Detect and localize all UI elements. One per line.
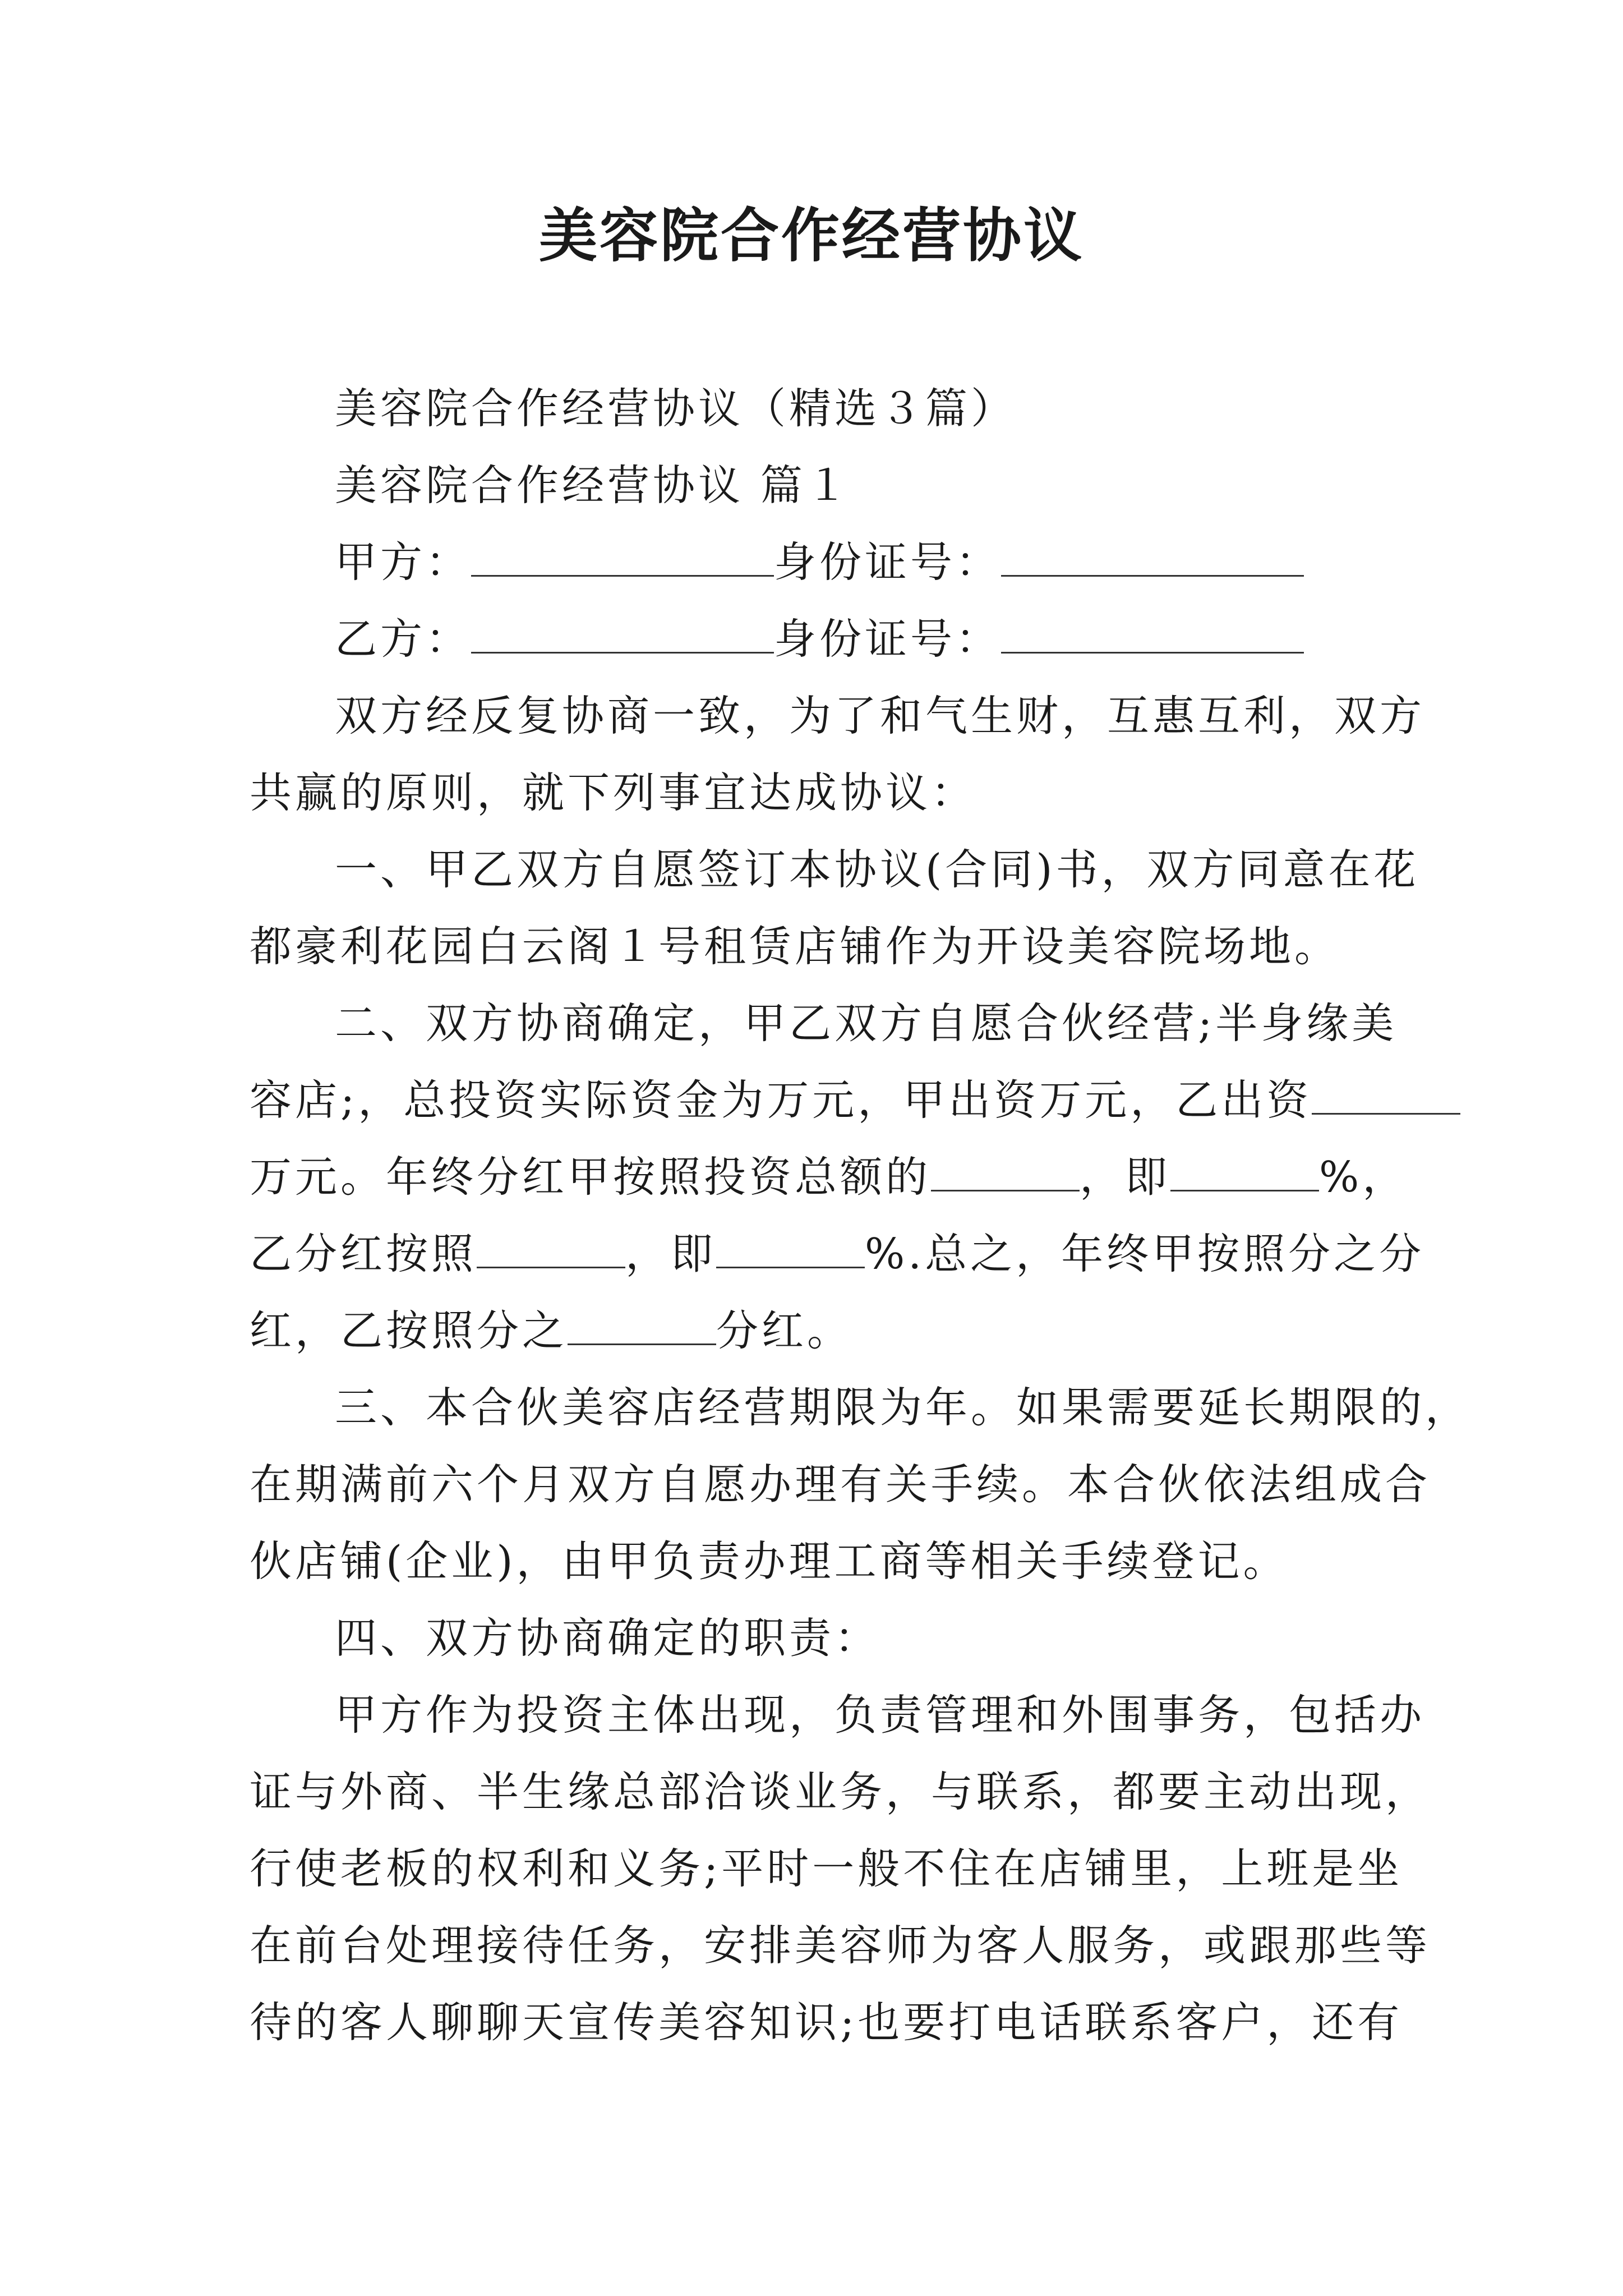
clause2-line-2-text: 容店;，总投资实际资金为万元，甲出资万元，乙出资 [250,1075,1312,1125]
party-a-id-blank [1001,540,1304,577]
dividend-b-basis-blank [477,1232,625,1268]
clause2-line-1: 二、双方协商确定，甲乙双方自愿合伙经营;半身缘美 [335,999,1398,1048]
clause1-line-2: 都豪利花园白云阁１号租赁店铺作为开设美容院场地。 [250,922,1340,971]
dividend-a-percent-blank [1170,1155,1319,1191]
clause3-line-2: 在期满前六个月双方自愿办理有关手续。本合伙依法组成合 [250,1460,1431,1509]
party-b-line [250,601,1385,678]
clause4-line-5: 待的客人聊聊天宣传美容知识;也要打电话联系客户，还有 [250,1998,1403,2047]
clause3-line-3: 伙店铺(企业)，由甲负责办理工商等相关手续登记。 [250,1536,1289,1586]
clause2-line-4-c: %.总之，年终甲按照分之分 [865,1229,1425,1278]
clause2-line-3-b: ，即 [1080,1152,1171,1202]
clause2-line-4-b: ，即 [625,1229,717,1278]
clause2-line-3-c: %， [1319,1152,1408,1202]
document-title: 美容院合作经营协议 [538,201,1084,270]
clause3-line-1: 三、本合伙美容店经营期限为年。如果需要延长期限的， [335,1383,1471,1432]
dividend-b-share-blank [568,1309,716,1345]
section-heading: 美容院合作经营协议 篇１ [335,461,851,510]
clause2-line-2 [250,1062,1385,1139]
document-body [250,370,1471,2061]
clause1-line-1: 一、甲乙双方自愿签订本协议(合同)书，双方同意在花 [335,845,1419,894]
party-b-id-blank [1001,617,1304,654]
intro-line-2: 共赢的原则，就下列事宜达成协议： [250,768,977,817]
subtitle-line [250,370,1385,447]
dividend-b-percent-blank [716,1232,865,1268]
clause4-line-3: 行使老板的权利和义务;平时一般不住在店铺里，上班是坐 [250,1844,1403,1893]
party-a-line [250,524,1385,601]
party-a-id-label: 身份证号： [774,537,1002,587]
party-b-label: 乙方： [335,614,472,664]
investment-b-blank [1312,1078,1460,1115]
clause4-line-4: 在前台处理接待任务，安排美容师为客人服务，或跟那些等 [250,1921,1431,1970]
clause4-heading: 四、双方协商确定的职责： [335,1613,880,1663]
dividend-a-basis-blank [931,1155,1080,1191]
clause4-line-1: 甲方作为投资主体出现，负责管理和外围事务，包括办 [335,1690,1426,1740]
party-b-id-label: 身份证号： [774,614,1002,664]
clause2-line-3 [250,1139,1408,1216]
intro-line-1: 双方经反复协商一致，为了和气生财，互惠互利，双方 [335,691,1426,740]
clause2-line-5-b: 分红。 [716,1306,853,1355]
clause2-line-4 [250,1216,1425,1292]
clause2-line-3-a: 万元。年终分红甲按照投资总额的 [250,1152,932,1202]
section-heading-line [250,447,1385,524]
clause2-line-5-a: 红，乙按照分之 [250,1306,568,1355]
party-a-name-blank [471,540,774,577]
clause2-line-4-a: 乙分红按照 [250,1229,477,1278]
party-a-label: 甲方： [335,537,472,587]
party-b-name-blank [471,617,774,654]
subtitle: 美容院合作经营协议（精选３篇） [335,384,1017,433]
clause4-line-2: 证与外商、半生缘总部洽谈业务，与联系，都要主动出现， [250,1767,1431,1816]
clause2-line-5 [250,1292,1385,1369]
